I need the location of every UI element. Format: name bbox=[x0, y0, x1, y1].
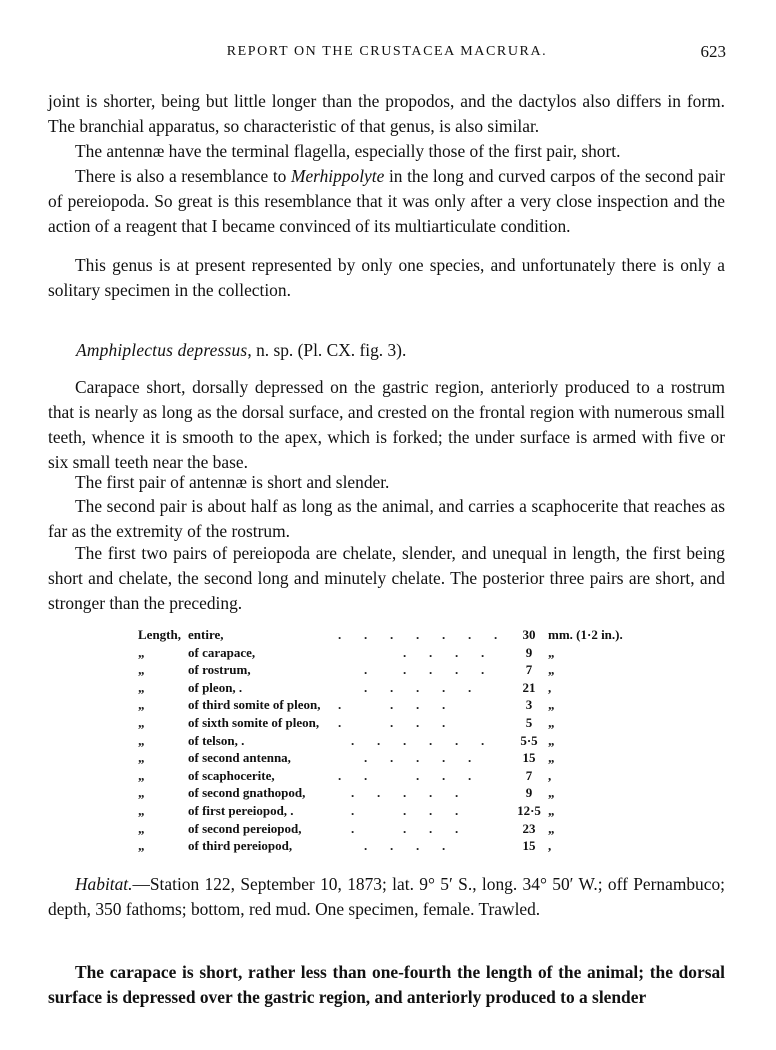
measurement-leader: . . . . . bbox=[338, 662, 485, 678]
measurement-leader: . . . . bbox=[338, 820, 459, 836]
measurement-row bbox=[138, 784, 623, 802]
habitat-label: Habitat. bbox=[75, 874, 133, 894]
paragraph-antennae: The antennæ have the terminal flagella, especially those of the first pair, short. bbox=[75, 141, 621, 161]
measurement-prefix: „ bbox=[138, 785, 145, 801]
measurement-value: 15 bbox=[522, 838, 536, 854]
measurement-value: 9 bbox=[525, 644, 533, 660]
measurement-prefix: „ bbox=[138, 838, 145, 854]
measurement-label: of scaphocerite, bbox=[188, 767, 275, 783]
paragraph-pereiopoda: The first two pairs of pereiopoda are chelate, slender, and unequal in length, the first being short and chelate, the second long and minutely chelate. The posterior three pairs are short, and stronger than the preceding. bbox=[48, 543, 725, 613]
measurement-unit: , bbox=[548, 767, 552, 783]
closing-paragraph: The carapace is short, rather less than one-fourth the length of the animal; the dorsal surface is depressed over the gastric region, and anteriorly produced to a slender bbox=[48, 962, 725, 1007]
measurement-unit: „ bbox=[548, 662, 555, 678]
measurement-leader: . . . . bbox=[338, 644, 485, 660]
measurement-prefix: „ bbox=[138, 820, 145, 836]
measurement-leader: . . . . bbox=[338, 802, 459, 818]
measurement-row bbox=[138, 749, 623, 767]
measurement-leader: . . . . bbox=[338, 697, 446, 713]
measurement-label: of telson, . bbox=[188, 732, 245, 748]
measurement-value: 5 bbox=[525, 714, 533, 730]
measurement-row bbox=[138, 820, 623, 838]
measurement-label: of third pereiopod, bbox=[188, 838, 293, 854]
measurement-value: 23 bbox=[522, 820, 536, 836]
measurement-label: of pleon, . bbox=[188, 679, 243, 695]
running-title: REPORT ON THE CRUSTACEA MACRURA. bbox=[226, 44, 548, 59]
paragraph-carapace: Carapace short, dorsally depressed on the gastric region, anteriorly produced to a rostrum that is nearly as long as the dorsal surface, and crested on the frontal region with numerous small teeth, whence it is smooth to the apex, which is forked; the under surface is armed with five or six small teeth near the base. bbox=[48, 377, 725, 472]
measurement-unit: mm. (1·2 in.). bbox=[548, 627, 623, 642]
resemblance-lead: There is also a resemblance to bbox=[75, 166, 291, 186]
measurement-row bbox=[138, 679, 623, 697]
measurement-unit: „ bbox=[548, 697, 555, 713]
measurement-value: 7 bbox=[525, 662, 533, 678]
paragraph-resemblance bbox=[48, 164, 725, 239]
measurement-leader: . . . . . bbox=[338, 785, 459, 801]
measurement-unit: , bbox=[548, 838, 552, 854]
measurements-table bbox=[138, 626, 623, 855]
measurement-value: 12·5 bbox=[517, 802, 541, 818]
measurement-prefix: „ bbox=[138, 697, 145, 713]
measurement-prefix: Length, bbox=[138, 627, 181, 642]
measurement-prefix: „ bbox=[138, 767, 145, 783]
species-name: Amphiplectus depressus bbox=[76, 340, 248, 360]
paragraph-second-pair: The second pair is about half as long as the animal, and carries a scaphocerite that reaches as far as the extremity of the rostrum. bbox=[48, 496, 725, 541]
measurement-value: 7 bbox=[525, 767, 533, 783]
measurement-unit: „ bbox=[548, 714, 555, 730]
measurement-unit: , bbox=[548, 679, 552, 695]
measurement-row bbox=[138, 696, 623, 714]
paragraph-first-antennae: The first pair of antennæ is short and slender. bbox=[75, 472, 390, 492]
measurement-value: 3 bbox=[525, 697, 533, 713]
measurement-unit: „ bbox=[548, 820, 555, 836]
measurement-leader: . . . . bbox=[338, 838, 446, 854]
measurement-row bbox=[138, 837, 623, 855]
measurement-prefix: „ bbox=[138, 662, 145, 678]
measurement-leader: . . . . . . bbox=[338, 732, 485, 748]
measurement-label: of sixth somite of pleon, bbox=[188, 714, 320, 730]
measurement-row bbox=[138, 644, 623, 662]
measurement-label: entire, bbox=[188, 627, 224, 642]
measurement-row bbox=[138, 732, 623, 750]
page-number: 623 bbox=[700, 42, 726, 61]
measurement-leader: . . . . . bbox=[338, 750, 472, 766]
measurement-value: 21 bbox=[522, 679, 536, 695]
measurement-label: of carapace, bbox=[188, 644, 256, 660]
measurement-value: 9 bbox=[525, 785, 533, 801]
habitat-paragraph bbox=[48, 872, 725, 922]
page-header bbox=[48, 44, 726, 68]
measurement-label: of first pereiopod, . bbox=[188, 802, 294, 818]
measurement-value: 15 bbox=[522, 750, 536, 766]
measurement-unit: „ bbox=[548, 644, 555, 660]
measurement-prefix: „ bbox=[138, 802, 145, 818]
measurement-row bbox=[138, 802, 623, 820]
measurement-unit: „ bbox=[548, 785, 555, 801]
habitat-text: —Station 122, September 10, 1873; lat. 9° 5′ S., long. 34° 50′ W.; off Pernambuco; depth, 350 fathoms; bottom, red mud. One specimen, female. Trawled. bbox=[48, 874, 725, 919]
measurement-prefix: „ bbox=[138, 732, 145, 748]
measurement-row bbox=[138, 626, 623, 644]
resemblance-rest: in the long and curved carpos of the second pair of pereiopoda. So great is this resemblance that it was only after a very close inspection and the action of a reagent that I became convinced of its multiarticulate condition. bbox=[48, 166, 725, 236]
measurement-prefix: „ bbox=[138, 644, 145, 660]
measurement-row bbox=[138, 661, 623, 679]
measurement-prefix: „ bbox=[138, 714, 145, 730]
measurement-leader: . . . . . bbox=[338, 767, 472, 783]
measurement-prefix: „ bbox=[138, 750, 145, 766]
measurement-row bbox=[138, 714, 623, 732]
paragraph-continuation: joint is shorter, being but little longer than the propodos, and the dactylos also differs in form. The branchial apparatus, so characteristic of that genus, is also similar. bbox=[48, 91, 725, 136]
measurement-leader: . . . . . bbox=[338, 679, 472, 695]
measurement-prefix: „ bbox=[138, 679, 145, 695]
measurement-label: of third somite of pleon, bbox=[188, 697, 321, 713]
species-heading bbox=[76, 340, 406, 361]
measurement-label: of second pereiopod, bbox=[188, 820, 302, 836]
measurement-label: of rostrum, bbox=[188, 662, 251, 678]
measurement-unit: „ bbox=[548, 802, 555, 818]
measurement-leader: . . . . . . . bbox=[338, 627, 498, 642]
measurement-label: of second gnathopod, bbox=[188, 785, 306, 801]
measurement-leader: . . . . bbox=[338, 714, 446, 730]
measurement-value: 30 bbox=[522, 627, 536, 642]
measurement-label: of second antenna, bbox=[188, 750, 291, 766]
measurement-row bbox=[138, 767, 623, 785]
paragraph-genus: This genus is at present represented by only one species, and unfortunately there is only a solitary specimen in the collection. bbox=[48, 255, 725, 300]
measurement-unit: „ bbox=[548, 750, 555, 766]
measurement-unit: „ bbox=[548, 732, 555, 748]
species-suffix: , n. sp. (Pl. CX. fig. 3). bbox=[247, 340, 407, 360]
genus-reference: Merhippolyte bbox=[290, 166, 385, 186]
measurement-value: 5·5 bbox=[520, 732, 538, 748]
